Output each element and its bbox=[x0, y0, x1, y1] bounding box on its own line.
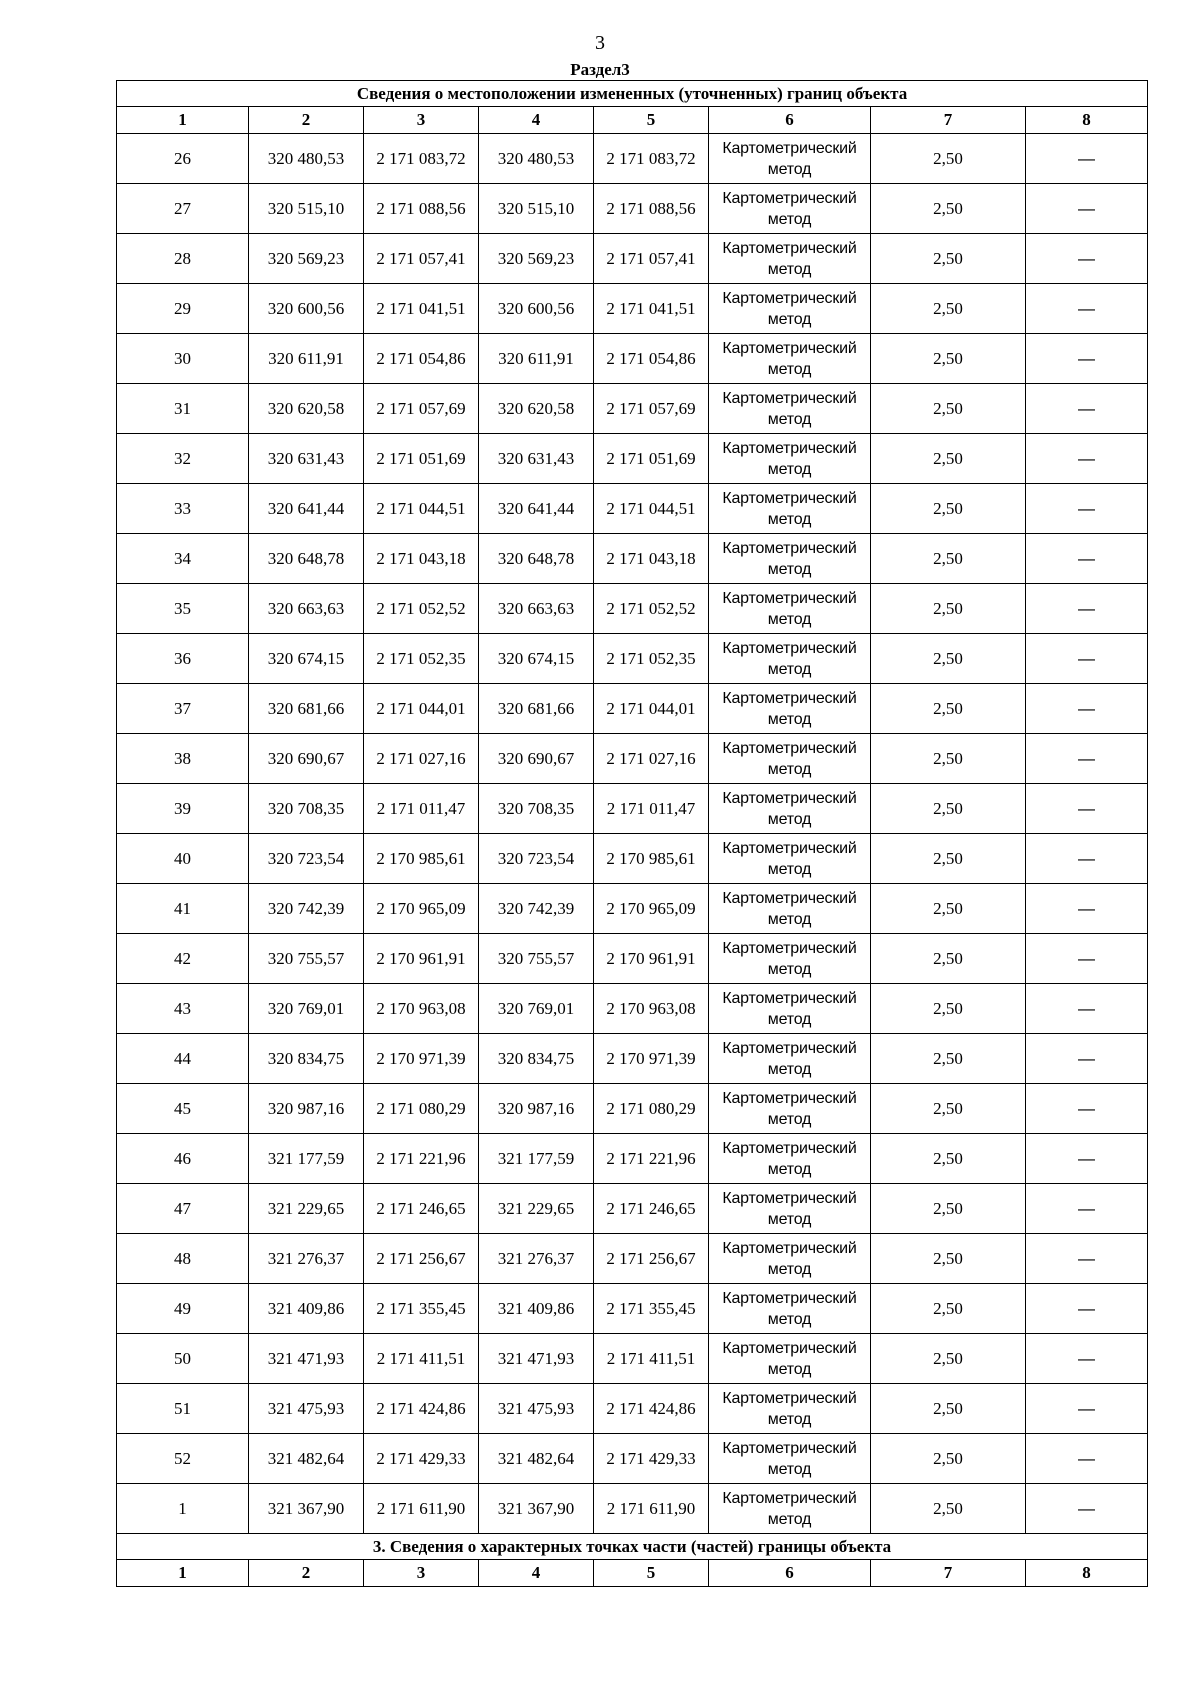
boundary-coordinates-table bbox=[116, 80, 1148, 1587]
description-cell: — bbox=[1026, 134, 1148, 184]
point-number-cell: 48 bbox=[117, 1234, 249, 1284]
y-new-cell: 2 170 971,39 bbox=[594, 1034, 709, 1084]
table-row bbox=[117, 1184, 1148, 1234]
method-cell: Картометрический метод bbox=[709, 1034, 871, 1084]
y-old-cell: 2 171 044,01 bbox=[364, 684, 479, 734]
point-number-cell: 27 bbox=[117, 184, 249, 234]
page-number: 3 bbox=[595, 32, 605, 54]
y-old-cell: 2 171 411,51 bbox=[364, 1334, 479, 1384]
method-cell: Картометрический метод bbox=[709, 1384, 871, 1434]
x-old-cell: 321 177,59 bbox=[249, 1134, 364, 1184]
method-cell: Картометрический метод bbox=[709, 484, 871, 534]
table-row bbox=[117, 1034, 1148, 1084]
method-cell: Картометрический метод bbox=[709, 534, 871, 584]
x-new-cell: 321 471,93 bbox=[479, 1334, 594, 1384]
precision-cell: 2,50 bbox=[871, 784, 1026, 834]
y-new-cell: 2 170 965,09 bbox=[594, 884, 709, 934]
point-number-cell: 38 bbox=[117, 734, 249, 784]
description-cell: — bbox=[1026, 334, 1148, 384]
description-cell: — bbox=[1026, 1284, 1148, 1334]
x-old-cell: 321 367,90 bbox=[249, 1484, 364, 1534]
precision-cell: 2,50 bbox=[871, 284, 1026, 334]
y-new-cell: 2 171 052,52 bbox=[594, 584, 709, 634]
y-new-cell: 2 170 985,61 bbox=[594, 834, 709, 884]
table-row bbox=[117, 1134, 1148, 1184]
point-number-cell: 30 bbox=[117, 334, 249, 384]
method-cell: Картометрический метод bbox=[709, 284, 871, 334]
footer-col-number-4: 4 bbox=[479, 1560, 594, 1587]
x-new-cell: 320 631,43 bbox=[479, 434, 594, 484]
precision-cell: 2,50 bbox=[871, 584, 1026, 634]
method-cell: Картометрический метод bbox=[709, 1134, 871, 1184]
point-number-cell: 28 bbox=[117, 234, 249, 284]
precision-cell: 2,50 bbox=[871, 234, 1026, 284]
table-row bbox=[117, 1234, 1148, 1284]
precision-cell: 2,50 bbox=[871, 984, 1026, 1034]
method-cell: Картометрический метод bbox=[709, 734, 871, 784]
y-old-cell: 2 171 041,51 bbox=[364, 284, 479, 334]
y-old-cell: 2 171 051,69 bbox=[364, 434, 479, 484]
method-cell: Картометрический метод bbox=[709, 1334, 871, 1384]
precision-cell: 2,50 bbox=[871, 634, 1026, 684]
precision-cell: 2,50 bbox=[871, 1284, 1026, 1334]
description-cell: — bbox=[1026, 284, 1148, 334]
y-new-cell: 2 171 043,18 bbox=[594, 534, 709, 584]
precision-cell: 2,50 bbox=[871, 1484, 1026, 1534]
point-number-cell: 34 bbox=[117, 534, 249, 584]
description-cell: — bbox=[1026, 934, 1148, 984]
x-old-cell: 320 663,63 bbox=[249, 584, 364, 634]
y-old-cell: 2 171 221,96 bbox=[364, 1134, 479, 1184]
precision-cell: 2,50 bbox=[871, 184, 1026, 234]
y-new-cell: 2 171 054,86 bbox=[594, 334, 709, 384]
precision-cell: 2,50 bbox=[871, 934, 1026, 984]
method-cell: Картометрический метод bbox=[709, 184, 871, 234]
table-row bbox=[117, 584, 1148, 634]
y-old-cell: 2 171 054,86 bbox=[364, 334, 479, 384]
header-col-number-3: 3 bbox=[364, 107, 479, 134]
header-col-number-5: 5 bbox=[594, 107, 709, 134]
precision-cell: 2,50 bbox=[871, 434, 1026, 484]
table-row bbox=[117, 1434, 1148, 1484]
precision-cell: 2,50 bbox=[871, 1034, 1026, 1084]
precision-cell: 2,50 bbox=[871, 1184, 1026, 1234]
table-row bbox=[117, 234, 1148, 284]
footer-col-number-6: 6 bbox=[709, 1560, 871, 1587]
table-row bbox=[117, 834, 1148, 884]
y-old-cell: 2 170 985,61 bbox=[364, 834, 479, 884]
x-old-cell: 320 480,53 bbox=[249, 134, 364, 184]
x-old-cell: 320 834,75 bbox=[249, 1034, 364, 1084]
table-row bbox=[117, 1284, 1148, 1334]
description-cell: — bbox=[1026, 784, 1148, 834]
description-cell: — bbox=[1026, 484, 1148, 534]
table-caption-bottom: 3. Сведения о характерных точках части (частей) границы объекта bbox=[117, 1534, 1148, 1560]
x-new-cell: 321 229,65 bbox=[479, 1184, 594, 1234]
precision-cell: 2,50 bbox=[871, 1234, 1026, 1284]
y-old-cell: 2 171 611,90 bbox=[364, 1484, 479, 1534]
x-old-cell: 320 600,56 bbox=[249, 284, 364, 334]
y-old-cell: 2 171 052,52 bbox=[364, 584, 479, 634]
x-new-cell: 321 276,37 bbox=[479, 1234, 594, 1284]
table-row bbox=[117, 634, 1148, 684]
point-number-cell: 37 bbox=[117, 684, 249, 734]
description-cell: — bbox=[1026, 834, 1148, 884]
y-new-cell: 2 171 355,45 bbox=[594, 1284, 709, 1334]
point-number-cell: 36 bbox=[117, 634, 249, 684]
x-old-cell: 320 648,78 bbox=[249, 534, 364, 584]
y-new-cell: 2 171 256,67 bbox=[594, 1234, 709, 1284]
y-old-cell: 2 171 027,16 bbox=[364, 734, 479, 784]
method-cell: Картометрический метод bbox=[709, 134, 871, 184]
description-cell: — bbox=[1026, 734, 1148, 784]
description-cell: — bbox=[1026, 1134, 1148, 1184]
x-new-cell: 320 755,57 bbox=[479, 934, 594, 984]
precision-cell: 2,50 bbox=[871, 684, 1026, 734]
column-number-row-bottom bbox=[117, 1560, 1148, 1587]
precision-cell: 2,50 bbox=[871, 384, 1026, 434]
point-number-cell: 51 bbox=[117, 1384, 249, 1434]
method-cell: Картометрический метод bbox=[709, 1284, 871, 1334]
y-old-cell: 2 171 052,35 bbox=[364, 634, 479, 684]
description-cell: — bbox=[1026, 1084, 1148, 1134]
x-new-cell: 320 480,53 bbox=[479, 134, 594, 184]
precision-cell: 2,50 bbox=[871, 1134, 1026, 1184]
y-new-cell: 2 171 246,65 bbox=[594, 1184, 709, 1234]
footer-col-number-5: 5 bbox=[594, 1560, 709, 1587]
precision-cell: 2,50 bbox=[871, 334, 1026, 384]
description-cell: — bbox=[1026, 384, 1148, 434]
y-new-cell: 2 171 044,01 bbox=[594, 684, 709, 734]
x-new-cell: 320 834,75 bbox=[479, 1034, 594, 1084]
description-cell: — bbox=[1026, 634, 1148, 684]
method-cell: Картометрический метод bbox=[709, 384, 871, 434]
point-number-cell: 32 bbox=[117, 434, 249, 484]
x-old-cell: 320 681,66 bbox=[249, 684, 364, 734]
y-new-cell: 2 171 424,86 bbox=[594, 1384, 709, 1434]
description-cell: — bbox=[1026, 234, 1148, 284]
table-caption-row-bottom bbox=[117, 1534, 1148, 1560]
point-number-cell: 45 bbox=[117, 1084, 249, 1134]
table-row bbox=[117, 1334, 1148, 1384]
header-col-number-2: 2 bbox=[249, 107, 364, 134]
footer-col-number-1: 1 bbox=[117, 1560, 249, 1587]
table-row bbox=[117, 684, 1148, 734]
y-new-cell: 2 171 041,51 bbox=[594, 284, 709, 334]
x-old-cell: 320 742,39 bbox=[249, 884, 364, 934]
x-old-cell: 321 276,37 bbox=[249, 1234, 364, 1284]
y-old-cell: 2 171 083,72 bbox=[364, 134, 479, 184]
point-number-cell: 43 bbox=[117, 984, 249, 1034]
y-new-cell: 2 171 088,56 bbox=[594, 184, 709, 234]
table-row bbox=[117, 134, 1148, 184]
precision-cell: 2,50 bbox=[871, 734, 1026, 784]
footer-col-number-2: 2 bbox=[249, 1560, 364, 1587]
description-cell: — bbox=[1026, 1034, 1148, 1084]
table-row bbox=[117, 434, 1148, 484]
x-new-cell: 320 987,16 bbox=[479, 1084, 594, 1134]
x-new-cell: 320 648,78 bbox=[479, 534, 594, 584]
point-number-cell: 1 bbox=[117, 1484, 249, 1534]
y-old-cell: 2 171 355,45 bbox=[364, 1284, 479, 1334]
description-cell: — bbox=[1026, 684, 1148, 734]
method-cell: Картометрический метод bbox=[709, 434, 871, 484]
y-new-cell: 2 170 961,91 bbox=[594, 934, 709, 984]
point-number-cell: 44 bbox=[117, 1034, 249, 1084]
table-row bbox=[117, 1084, 1148, 1134]
x-new-cell: 321 409,86 bbox=[479, 1284, 594, 1334]
footer-col-number-8: 8 bbox=[1026, 1560, 1148, 1587]
description-cell: — bbox=[1026, 884, 1148, 934]
description-cell: — bbox=[1026, 1484, 1148, 1534]
y-old-cell: 2 170 963,08 bbox=[364, 984, 479, 1034]
method-cell: Картометрический метод bbox=[709, 784, 871, 834]
description-cell: — bbox=[1026, 1434, 1148, 1484]
method-cell: Картометрический метод bbox=[709, 634, 871, 684]
y-new-cell: 2 170 963,08 bbox=[594, 984, 709, 1034]
point-number-cell: 33 bbox=[117, 484, 249, 534]
point-number-cell: 47 bbox=[117, 1184, 249, 1234]
description-cell: — bbox=[1026, 434, 1148, 484]
table-row bbox=[117, 784, 1148, 834]
precision-cell: 2,50 bbox=[871, 834, 1026, 884]
y-old-cell: 2 171 057,41 bbox=[364, 234, 479, 284]
method-cell: Картометрический метод bbox=[709, 234, 871, 284]
y-old-cell: 2 171 080,29 bbox=[364, 1084, 479, 1134]
y-old-cell: 2 170 971,39 bbox=[364, 1034, 479, 1084]
point-number-cell: 40 bbox=[117, 834, 249, 884]
x-new-cell: 320 723,54 bbox=[479, 834, 594, 884]
y-old-cell: 2 170 961,91 bbox=[364, 934, 479, 984]
point-number-cell: 52 bbox=[117, 1434, 249, 1484]
x-new-cell: 320 600,56 bbox=[479, 284, 594, 334]
description-cell: — bbox=[1026, 534, 1148, 584]
description-cell: — bbox=[1026, 1334, 1148, 1384]
y-old-cell: 2 171 044,51 bbox=[364, 484, 479, 534]
y-new-cell: 2 171 052,35 bbox=[594, 634, 709, 684]
header-col-number-8: 8 bbox=[1026, 107, 1148, 134]
section-title: Раздел3 bbox=[570, 60, 630, 79]
x-new-cell: 320 641,44 bbox=[479, 484, 594, 534]
header-col-number-4: 4 bbox=[479, 107, 594, 134]
y-old-cell: 2 170 965,09 bbox=[364, 884, 479, 934]
table-caption-row bbox=[117, 81, 1148, 107]
x-new-cell: 321 367,90 bbox=[479, 1484, 594, 1534]
point-number-cell: 42 bbox=[117, 934, 249, 984]
y-new-cell: 2 171 611,90 bbox=[594, 1484, 709, 1534]
x-new-cell: 320 611,91 bbox=[479, 334, 594, 384]
method-cell: Картометрический метод bbox=[709, 884, 871, 934]
table-row bbox=[117, 284, 1148, 334]
y-new-cell: 2 171 044,51 bbox=[594, 484, 709, 534]
table-row bbox=[117, 334, 1148, 384]
x-old-cell: 320 987,16 bbox=[249, 1084, 364, 1134]
description-cell: — bbox=[1026, 184, 1148, 234]
point-number-cell: 35 bbox=[117, 584, 249, 634]
point-number-cell: 31 bbox=[117, 384, 249, 434]
footer-col-number-7: 7 bbox=[871, 1560, 1026, 1587]
x-new-cell: 320 569,23 bbox=[479, 234, 594, 284]
header-col-number-7: 7 bbox=[871, 107, 1026, 134]
x-old-cell: 320 708,35 bbox=[249, 784, 364, 834]
x-new-cell: 321 177,59 bbox=[479, 1134, 594, 1184]
precision-cell: 2,50 bbox=[871, 1384, 1026, 1434]
y-new-cell: 2 171 083,72 bbox=[594, 134, 709, 184]
y-new-cell: 2 171 411,51 bbox=[594, 1334, 709, 1384]
x-old-cell: 321 229,65 bbox=[249, 1184, 364, 1234]
x-new-cell: 320 681,66 bbox=[479, 684, 594, 734]
table-row bbox=[117, 1384, 1148, 1434]
x-old-cell: 320 769,01 bbox=[249, 984, 364, 1034]
x-new-cell: 320 663,63 bbox=[479, 584, 594, 634]
y-old-cell: 2 171 043,18 bbox=[364, 534, 479, 584]
x-new-cell: 320 690,67 bbox=[479, 734, 594, 784]
header-col-number-6: 6 bbox=[709, 107, 871, 134]
x-new-cell: 320 674,15 bbox=[479, 634, 594, 684]
x-new-cell: 320 620,58 bbox=[479, 384, 594, 434]
x-old-cell: 320 569,23 bbox=[249, 234, 364, 284]
method-cell: Картометрический метод bbox=[709, 984, 871, 1034]
y-old-cell: 2 171 246,65 bbox=[364, 1184, 479, 1234]
method-cell: Картометрический метод bbox=[709, 334, 871, 384]
point-number-cell: 41 bbox=[117, 884, 249, 934]
y-new-cell: 2 171 429,33 bbox=[594, 1434, 709, 1484]
point-number-cell: 46 bbox=[117, 1134, 249, 1184]
point-number-cell: 50 bbox=[117, 1334, 249, 1384]
y-new-cell: 2 171 057,41 bbox=[594, 234, 709, 284]
x-old-cell: 321 482,64 bbox=[249, 1434, 364, 1484]
method-cell: Картометрический метод bbox=[709, 1234, 871, 1284]
precision-cell: 2,50 bbox=[871, 884, 1026, 934]
point-number-cell: 39 bbox=[117, 784, 249, 834]
table-row bbox=[117, 534, 1148, 584]
x-new-cell: 320 515,10 bbox=[479, 184, 594, 234]
x-new-cell: 320 769,01 bbox=[479, 984, 594, 1034]
x-old-cell: 321 471,93 bbox=[249, 1334, 364, 1384]
column-number-row bbox=[117, 107, 1148, 134]
description-cell: — bbox=[1026, 1234, 1148, 1284]
x-old-cell: 320 641,44 bbox=[249, 484, 364, 534]
y-old-cell: 2 171 429,33 bbox=[364, 1434, 479, 1484]
table-row bbox=[117, 884, 1148, 934]
x-old-cell: 320 515,10 bbox=[249, 184, 364, 234]
y-old-cell: 2 171 011,47 bbox=[364, 784, 479, 834]
description-cell: — bbox=[1026, 984, 1148, 1034]
x-new-cell: 320 708,35 bbox=[479, 784, 594, 834]
precision-cell: 2,50 bbox=[871, 1434, 1026, 1484]
x-old-cell: 320 631,43 bbox=[249, 434, 364, 484]
x-old-cell: 320 690,67 bbox=[249, 734, 364, 784]
method-cell: Картометрический метод bbox=[709, 1184, 871, 1234]
description-cell: — bbox=[1026, 1384, 1148, 1434]
table-row bbox=[117, 184, 1148, 234]
x-new-cell: 320 742,39 bbox=[479, 884, 594, 934]
y-new-cell: 2 171 221,96 bbox=[594, 1134, 709, 1184]
method-cell: Картометрический метод bbox=[709, 1484, 871, 1534]
precision-cell: 2,50 bbox=[871, 1084, 1026, 1134]
table-row bbox=[117, 734, 1148, 784]
x-old-cell: 320 723,54 bbox=[249, 834, 364, 884]
point-number-cell: 49 bbox=[117, 1284, 249, 1334]
description-cell: — bbox=[1026, 1184, 1148, 1234]
method-cell: Картометрический метод bbox=[709, 584, 871, 634]
y-new-cell: 2 171 057,69 bbox=[594, 384, 709, 434]
precision-cell: 2,50 bbox=[871, 534, 1026, 584]
footer-col-number-3: 3 bbox=[364, 1560, 479, 1587]
y-new-cell: 2 171 011,47 bbox=[594, 784, 709, 834]
method-cell: Картометрический метод bbox=[709, 1084, 871, 1134]
table-caption-top: Сведения о местоположении измененных (уточненных) границ объекта bbox=[117, 81, 1148, 107]
x-new-cell: 321 482,64 bbox=[479, 1434, 594, 1484]
y-new-cell: 2 171 051,69 bbox=[594, 434, 709, 484]
x-old-cell: 320 611,91 bbox=[249, 334, 364, 384]
x-old-cell: 321 409,86 bbox=[249, 1284, 364, 1334]
x-old-cell: 321 475,93 bbox=[249, 1384, 364, 1434]
table-row bbox=[117, 984, 1148, 1034]
x-new-cell: 321 475,93 bbox=[479, 1384, 594, 1434]
x-old-cell: 320 674,15 bbox=[249, 634, 364, 684]
table-row bbox=[117, 384, 1148, 434]
y-old-cell: 2 171 057,69 bbox=[364, 384, 479, 434]
method-cell: Картометрический метод bbox=[709, 934, 871, 984]
precision-cell: 2,50 bbox=[871, 1334, 1026, 1384]
table-row bbox=[117, 934, 1148, 984]
x-old-cell: 320 755,57 bbox=[249, 934, 364, 984]
method-cell: Картометрический метод bbox=[709, 834, 871, 884]
y-new-cell: 2 171 080,29 bbox=[594, 1084, 709, 1134]
precision-cell: 2,50 bbox=[871, 484, 1026, 534]
precision-cell: 2,50 bbox=[871, 134, 1026, 184]
y-old-cell: 2 171 088,56 bbox=[364, 184, 479, 234]
method-cell: Картометрический метод bbox=[709, 684, 871, 734]
point-number-cell: 29 bbox=[117, 284, 249, 334]
header-col-number-1: 1 bbox=[117, 107, 249, 134]
description-cell: — bbox=[1026, 584, 1148, 634]
y-new-cell: 2 171 027,16 bbox=[594, 734, 709, 784]
x-old-cell: 320 620,58 bbox=[249, 384, 364, 434]
point-number-cell: 26 bbox=[117, 134, 249, 184]
y-old-cell: 2 171 256,67 bbox=[364, 1234, 479, 1284]
table-row bbox=[117, 1484, 1148, 1534]
y-old-cell: 2 171 424,86 bbox=[364, 1384, 479, 1434]
method-cell: Картометрический метод bbox=[709, 1434, 871, 1484]
table-row bbox=[117, 484, 1148, 534]
